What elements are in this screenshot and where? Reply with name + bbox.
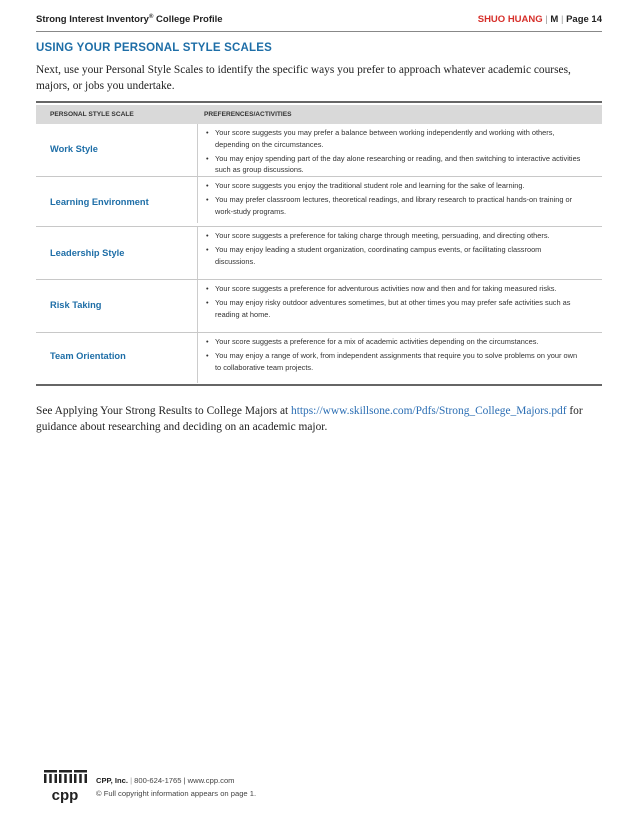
cpp-logo-icon (40, 768, 90, 804)
preferences-list (206, 180, 582, 219)
page-footer (40, 764, 340, 806)
outro-paragraph (36, 403, 606, 435)
company-name: CPP, Inc. (96, 776, 128, 785)
table-row (36, 124, 602, 176)
section-title: USING YOUR PERSONAL STYLE SCALES (36, 42, 273, 54)
list-item: • Your score suggests a preference for adventurous activities now and then and for taking measured risks. (206, 283, 582, 295)
table-top-rule (36, 101, 602, 103)
company-contact: 800-624-1765 | www.cpp.com (134, 776, 235, 785)
header-separator: | (560, 14, 564, 25)
row-label: Risk Taking (50, 300, 102, 310)
preferences-list (206, 230, 582, 269)
majors-pdf-link[interactable]: https://www.skillsone.com/Pdfs/Strong_College_Majors.pdf (291, 405, 567, 417)
header-divider (36, 31, 602, 32)
list-item: • You may enjoy spending part of the day alone researching or reading, and then switching to interactive activities such as group discussions. (206, 153, 582, 177)
list-item: • Your score suggests you may prefer a balance between working independently and working with others, depending on the circumstances. (206, 127, 582, 151)
document-title-text: Strong Interest Inventory (36, 14, 149, 26)
gender-marker: M (550, 14, 559, 25)
column-divider (197, 333, 198, 383)
table-bottom-rule (36, 384, 602, 386)
list-item: • You may enjoy leading a student organization, coordinating campus events, or facilitating classroom discussions. (206, 244, 582, 268)
table-row (36, 227, 602, 279)
outro-text-after: for guidance about researching and deciding on an academic major. (36, 405, 583, 433)
list-item: • Your score suggests a preference for taking charge through meeting, persuading, and directing others. (206, 230, 582, 242)
column-header-scale: PERSONAL STYLE SCALE (50, 111, 134, 118)
list-item: • Your score suggests a preference for a mix of academic activities depending on the circumstances. (206, 336, 582, 348)
header-separator: | (545, 14, 548, 25)
column-header-preferences: PREFERENCES/ACTIVITIES (204, 111, 292, 118)
table-row (36, 177, 602, 223)
column-divider (197, 124, 198, 176)
page-number: Page 14 (566, 14, 602, 25)
page-header (36, 14, 602, 28)
table-header (36, 105, 602, 124)
copyright-notice: © Full copyright information appears on page 1. (96, 789, 257, 798)
preferences-list (206, 336, 582, 375)
preferences-list (206, 127, 582, 178)
row-label: Leadership Style (50, 248, 125, 258)
list-item: • You may prefer classroom lectures, theoretical readings, and library research to practical hands-on training or work-study programs. (206, 194, 582, 218)
column-divider (197, 177, 198, 223)
row-label: Work Style (50, 144, 98, 154)
column-divider (197, 227, 198, 279)
list-item: • Your score suggests you enjoy the traditional student role and learning for the sake of learning. (206, 180, 582, 192)
footer-separator: | (130, 776, 133, 785)
table-row (36, 333, 602, 383)
table-row (36, 280, 602, 332)
company-info (96, 776, 235, 785)
intro-paragraph: Next, use your Personal Style Scales to identify the specific ways you prefer to approach whatever academic courses, majors, or jobs you undertake. (36, 64, 571, 92)
list-item: • You may enjoy risky outdoor adventures sometimes, but at other times you may prefer safe activities such as reading at home. (206, 297, 582, 321)
preferences-list (206, 283, 582, 322)
header-info (478, 14, 602, 25)
document-title (36, 14, 223, 25)
logo-wordmark: cpp (51, 787, 79, 804)
registered-mark: ® (148, 14, 154, 20)
row-label: Team Orientation (50, 351, 126, 361)
outro-text-before: See Applying Your Strong Results to College Majors at (36, 405, 292, 417)
row-label: Learning Environment (50, 197, 149, 207)
document-title-suffix: College Profile (153, 14, 223, 26)
list-item: • You may enjoy a range of work, from independent assignments that require you to solve problems on your own to collaborative team projects. (206, 350, 582, 374)
column-divider (197, 280, 198, 332)
person-name: SHUO HUANG (477, 14, 543, 25)
